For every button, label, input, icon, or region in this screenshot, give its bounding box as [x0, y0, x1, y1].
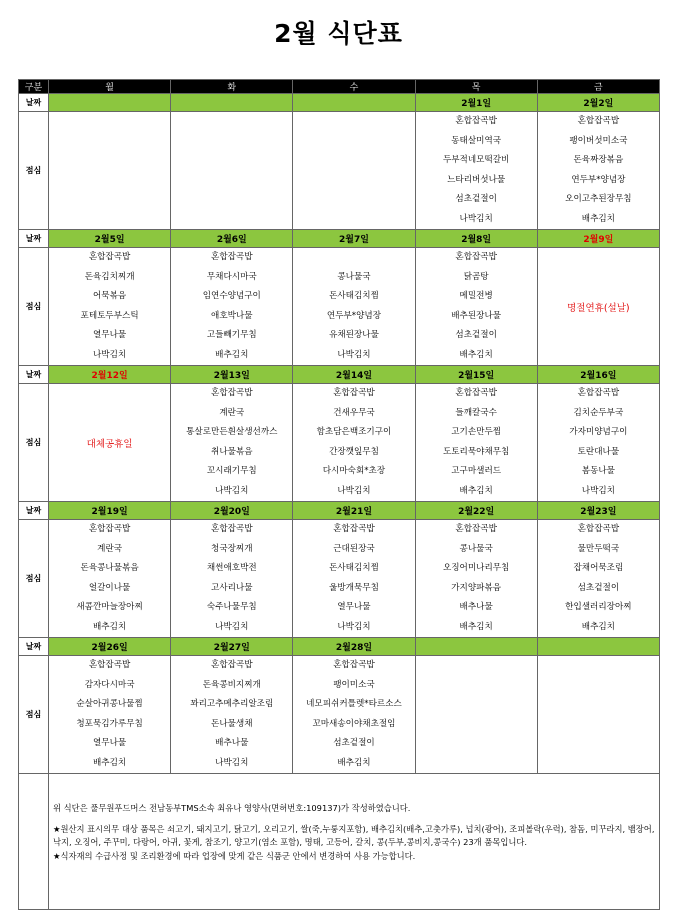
menu-item: 새콤깐마늘장아찌	[76, 602, 143, 612]
note-author: 위 식단은 풀무원푸드머스 전남동부TMS소속 최유나 영양사(면허번호:109137)가 작성하였습니다.	[53, 803, 411, 813]
menu-item: 혼합잡곡밥	[88, 524, 131, 534]
lunch-row	[19, 656, 660, 774]
menu-item: 혼합잡곡밥	[577, 524, 620, 534]
date-row	[19, 502, 660, 520]
lunch-row	[19, 112, 660, 230]
menu-item: 네모피쉬커틀렛*타르소스	[306, 699, 402, 709]
menu-item: 열무나물	[92, 738, 127, 748]
menu-item: 팽이미소국	[333, 679, 375, 690]
date-row	[19, 230, 660, 248]
menu-item: 잡채어묵조림	[573, 563, 624, 573]
date-cell: 2월15일	[415, 366, 537, 384]
date-cell: 2월21일	[293, 502, 415, 520]
menu-item: 계란국	[219, 407, 245, 418]
date-cell: 2월22일	[415, 502, 537, 520]
menu-item: 혼합잡곡밥	[455, 252, 497, 262]
date-cell	[537, 638, 659, 656]
menu-table	[18, 79, 660, 910]
notes-cell	[49, 774, 660, 910]
header-mon: 월	[49, 80, 171, 94]
menu-item: 열무나물	[337, 602, 371, 612]
date-cell	[415, 638, 537, 656]
menu-item: 울방개묵무침	[329, 582, 379, 593]
menu-cell	[293, 520, 415, 638]
menu-item: 돈육콩비지찌개	[202, 679, 261, 690]
menu-item: 한입샐러리장아찌	[565, 602, 632, 612]
menu-cell	[293, 656, 415, 774]
menu-cell	[171, 656, 293, 774]
menu-item: 배추김치	[337, 757, 371, 768]
menu-item: 혼합잡곡밥	[333, 660, 375, 670]
menu-item: 취나물볶음	[211, 446, 253, 457]
date-cell: 2월5일	[49, 230, 171, 248]
lunch-row	[19, 248, 660, 366]
date-cell: 2월9일	[537, 230, 659, 248]
notes-row	[19, 774, 660, 910]
menu-item: 건새우무국	[333, 407, 375, 418]
menu-item: 가지양파볶음	[451, 582, 502, 593]
menu-item: 섬초겉절이	[333, 738, 375, 748]
menu-cell	[537, 248, 659, 366]
date-row	[19, 94, 660, 112]
menu-item: 포테토두부스틱	[80, 310, 139, 321]
menu-item: 배추김치	[92, 621, 127, 632]
date-cell: 2월26일	[49, 638, 171, 656]
date-cell: 2월28일	[293, 638, 415, 656]
date-label: 날짜	[19, 502, 49, 520]
menu-item: 혼합잡곡밥	[577, 388, 620, 398]
date-label: 날짜	[19, 230, 49, 248]
date-cell: 2월7일	[293, 230, 415, 248]
menu-item: 연두부*양념장	[326, 310, 382, 321]
menu-item: 토란대나물	[577, 446, 620, 457]
menu-cell	[537, 112, 659, 230]
menu-item: 섬초겉절이	[455, 194, 497, 204]
menu-cell	[49, 656, 171, 774]
menu-item: 돈육짜장볶음	[573, 155, 624, 165]
menu-item: 청국장찌개	[211, 543, 253, 554]
menu-item: 혼합잡곡밥	[455, 388, 497, 398]
note-origin: ★원산지 표시의무 대상 품목은 쇠고기, 돼지고기, 닭고기, 오리고기, 쌀(죽,누룽지포함), 배추김치(배추,고춧가루), 넙치(광어), 조피볼락(우럭), 참돔, 미꾸라지, 뱀장어, 낙지, 오징어, 주꾸미, 다랑어, 아귀, 꽃게, 참조기, 양고기(염소 포함), 명태, 고등어, 갈치, 콩(두부,콩비지,콩국수) 23개 품목입니다.	[53, 823, 655, 847]
menu-cell	[49, 248, 171, 366]
menu-item: 고기손만두찜	[451, 427, 502, 437]
note-substitution: ★식자재의 수급사정 및 조리환경에 따라 업장에 맞게 같은 식품군 안에서 변경하여 사용 가능합니다.	[53, 850, 416, 861]
lunch-label: 점심	[19, 112, 49, 230]
date-cell: 2월20일	[171, 502, 293, 520]
menu-cell	[293, 248, 415, 366]
menu-item: 감자다시마국	[84, 679, 135, 690]
menu-item: 계란국	[97, 543, 123, 554]
menu-item: 혼합잡곡밥	[333, 524, 375, 534]
menu-item: 오징어미나리무침	[442, 563, 510, 573]
menu-item: 고구마샐러드	[451, 466, 502, 476]
menu-item: 혼합잡곡밥	[455, 116, 497, 126]
menu-item: 물만두떡국	[577, 543, 620, 554]
menu-item: 근대된장국	[333, 543, 375, 554]
menu-item: 나박김치	[215, 621, 249, 632]
date-row	[19, 366, 660, 384]
menu-item: 혼합잡곡밥	[577, 116, 620, 126]
menu-cell	[49, 112, 171, 230]
menu-item: 애호박나물	[211, 310, 253, 321]
menu-item: 무채다시마국	[206, 271, 257, 282]
menu-item: 배추김치	[459, 349, 493, 360]
menu-item: 고사리나물	[211, 582, 253, 593]
menu-item: 간장깻잎무침	[329, 446, 379, 457]
header-row	[19, 80, 660, 94]
menu-item: 닭곰탕	[463, 271, 489, 282]
menu-cell	[293, 112, 415, 230]
menu-item: 꼬마새송이야채초절임	[312, 718, 396, 729]
date-cell	[293, 94, 415, 112]
menu-cell	[171, 520, 293, 638]
menu-item: 섬초겉절이	[455, 330, 497, 340]
menu-item: 유채된장나물	[329, 330, 379, 340]
menu-item: 돈육콩나물볶음	[80, 563, 139, 573]
holiday-label: 명절연휴(설날)	[567, 302, 630, 314]
menu-item: 나박김치	[215, 757, 249, 768]
menu-item: 배추김치	[92, 757, 127, 768]
menu-item: 꼬시래기무침	[206, 466, 257, 476]
menu-item: 열무나물	[92, 330, 127, 340]
menu-item: 배추김치	[581, 213, 615, 224]
menu-item: 배추된장나물	[451, 310, 502, 321]
menu-item: 김치순두부국	[573, 407, 624, 418]
menu-item: 팽이버섯미소국	[569, 135, 628, 146]
date-cell: 2월23일	[537, 502, 659, 520]
menu-item: 순살아귀콩나물찜	[76, 699, 143, 709]
menu-item: 혼합잡곡밥	[88, 252, 131, 262]
menu-item: 채썬애호박전	[206, 563, 257, 573]
menu-item: 나박김치	[337, 349, 371, 360]
lunch-label: 점심	[19, 656, 49, 774]
menu-item: 다시마숙회*초장	[322, 466, 386, 476]
lunch-label: 점심	[19, 384, 49, 502]
date-label: 날짜	[19, 638, 49, 656]
menu-item: 콩나물국	[337, 271, 371, 282]
menu-cell	[415, 112, 537, 230]
menu-item: 동태살미역국	[451, 135, 502, 146]
menu-cell	[49, 520, 171, 638]
holiday-label: 대체공휴일	[86, 438, 133, 450]
menu-cell	[171, 112, 293, 230]
menu-item: 배추나물	[459, 602, 493, 612]
menu-item: 느타리버섯나물	[447, 174, 506, 185]
menu-item: 돈사태김치찜	[329, 563, 379, 573]
menu-item: 콩나물국	[459, 543, 493, 554]
menu-item: 봄동나물	[581, 466, 615, 476]
date-cell: 2월13일	[171, 366, 293, 384]
date-cell: 2월12일	[49, 366, 171, 384]
menu-cell	[537, 384, 659, 502]
menu-cell	[537, 656, 659, 774]
menu-item: 나박김치	[459, 213, 493, 224]
menu-item: 오이고추된장무침	[565, 194, 632, 204]
menu-item: 숙주나물무침	[206, 602, 257, 612]
menu-item: 배추김치	[215, 349, 249, 360]
header-category: 구분	[19, 80, 49, 94]
menu-cell	[415, 384, 537, 502]
menu-item: 혼합잡곡밥	[211, 388, 253, 398]
menu-item: 혼합잡곡밥	[333, 388, 375, 398]
menu-item: 연두부*양념장	[571, 174, 626, 185]
header-thu: 목	[415, 80, 537, 94]
menu-cell	[171, 248, 293, 366]
date-cell: 2월1일	[415, 94, 537, 112]
date-cell: 2월16일	[537, 366, 659, 384]
date-cell: 2월6일	[171, 230, 293, 248]
menu-item: 나박김치	[337, 485, 371, 496]
date-cell: 2월8일	[415, 230, 537, 248]
date-label: 날짜	[19, 366, 49, 384]
menu-item: 들깨칼국수	[455, 407, 497, 418]
menu-item: 가자미양념구이	[569, 427, 628, 437]
menu-item: 고들빼기무침	[206, 330, 257, 340]
menu-item: 돈나물생채	[211, 718, 253, 729]
date-cell	[49, 94, 171, 112]
menu-item: 나박김치	[337, 621, 371, 632]
lunch-label: 점심	[19, 520, 49, 638]
menu-item: 혼합잡곡밥	[455, 524, 497, 534]
menu-cell	[415, 520, 537, 638]
menu-item: 돈사태김치찜	[329, 291, 379, 301]
menu-item: 혼합잡곡밥	[211, 252, 253, 262]
lunch-label: 점심	[19, 248, 49, 366]
menu-cell	[49, 384, 171, 502]
menu-item: 얼갈이나물	[88, 582, 131, 593]
menu-cell	[415, 656, 537, 774]
date-cell	[171, 94, 293, 112]
menu-item: 배추나물	[215, 738, 249, 748]
menu-item: 배추김치	[459, 621, 493, 632]
date-cell: 2월14일	[293, 366, 415, 384]
menu-cell	[415, 248, 537, 366]
menu-item: 메밀전병	[459, 291, 493, 301]
menu-item: 어묵볶음	[92, 291, 127, 301]
menu-item: 혼합잡곡밥	[88, 660, 131, 670]
date-cell: 2월27일	[171, 638, 293, 656]
page-title: 2월 식단표	[274, 19, 403, 48]
menu-item: 두부적네모떡갈비	[442, 155, 510, 165]
header-wed: 수	[293, 80, 415, 94]
menu-cell	[293, 384, 415, 502]
menu-item: 임연수양념구이	[202, 291, 261, 301]
menu-item: 함초담은백조기구이	[316, 427, 392, 437]
menu-cell	[537, 520, 659, 638]
menu-item: 통살로만든흰살생선까스	[186, 427, 278, 437]
date-cell: 2월19일	[49, 502, 171, 520]
date-cell: 2월2일	[537, 94, 659, 112]
menu-cell	[171, 384, 293, 502]
menu-item: 돈육김치찌개	[84, 271, 135, 282]
menu-item: 청포묵김가루무침	[76, 718, 143, 729]
menu-item: 배추김치	[459, 485, 493, 496]
menu-item: 나박김치	[215, 485, 249, 496]
date-row	[19, 638, 660, 656]
menu-item: 도토리묵야채무침	[442, 446, 510, 457]
menu-item: 섬초겉절이	[577, 582, 620, 593]
menu-item: 혼합잡곡밥	[211, 660, 253, 670]
notes-label-cell	[19, 774, 49, 910]
header-fri: 금	[537, 80, 659, 94]
menu-item	[293, 248, 414, 268]
menu-item: 배추김치	[581, 621, 615, 632]
header-tue: 화	[171, 80, 293, 94]
menu-item: 나박김치	[92, 349, 127, 360]
lunch-row	[19, 520, 660, 638]
lunch-row	[19, 384, 660, 502]
menu-item: 나박김치	[581, 485, 615, 496]
menu-item: 꽈리고추메추리알조림	[190, 699, 274, 709]
date-label: 날짜	[19, 94, 49, 112]
menu-item: 혼합잡곡밥	[211, 524, 253, 534]
